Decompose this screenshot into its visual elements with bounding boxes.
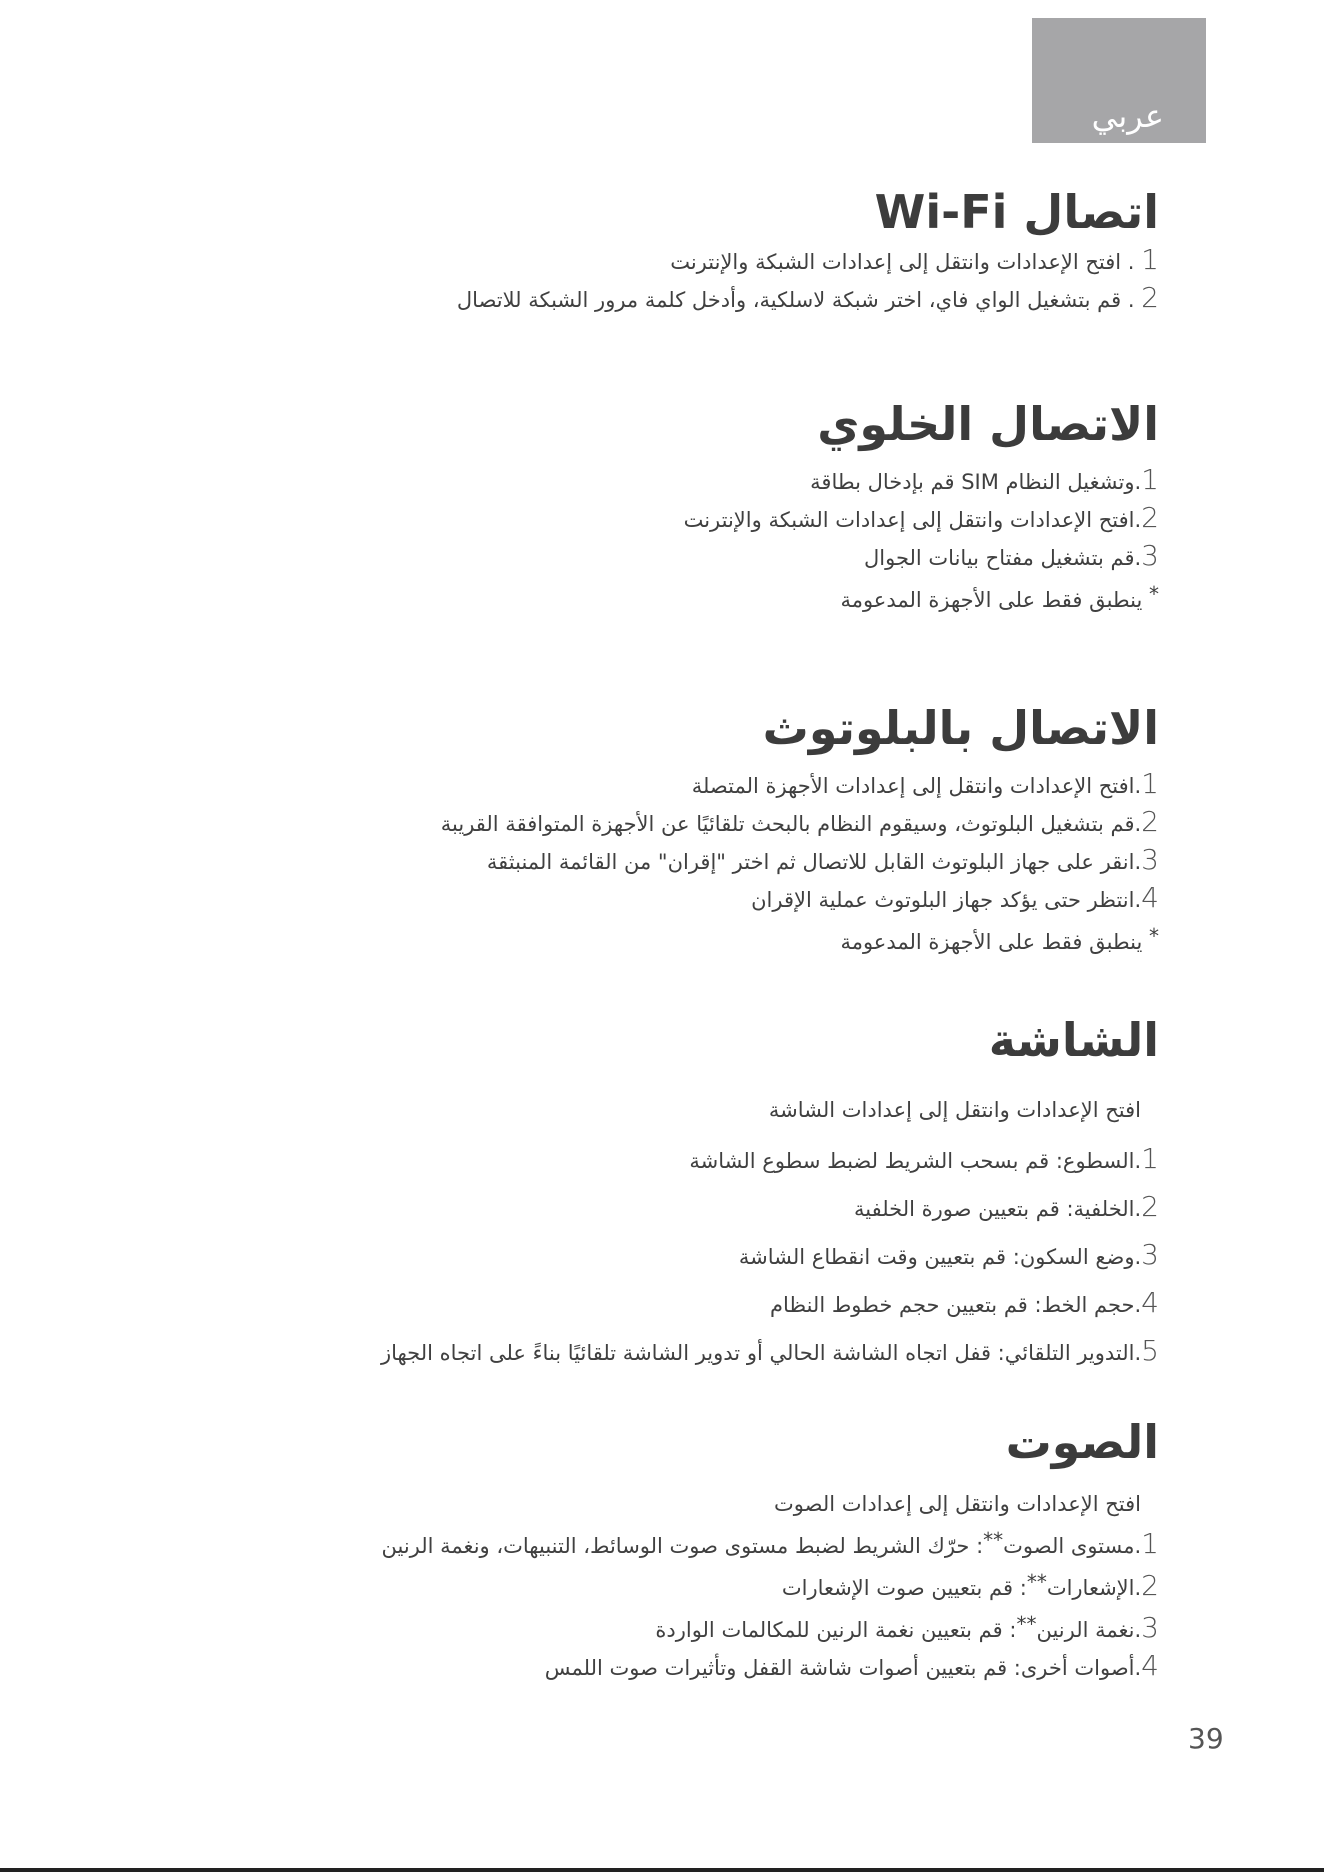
section-bluetooth (299, 698, 1159, 960)
list-item: 4.أصوات أخرى: قم بتعيين أصوات شاشة القفل وتأثيرات صوت اللمس (544, 1649, 1159, 1682)
list-item: 3.قم بتشغيل مفتاح بيانات الجوال (864, 539, 1159, 572)
list-item: 2.قم بتشغيل البلوتوث، وسيقوم النظام بالبحث تلقائيًا عن الأجهزة المتوافقة القريبة (440, 805, 1159, 838)
language-tab (1032, 18, 1206, 143)
section-intro: افتح الإعدادات وانتقل إلى إعدادات الصوت (774, 1492, 1141, 1516)
list-item: 5.التدوير التلقائي: قفل اتجاه الشاشة الحالي أو تدوير الشاشة تلقائيًا بناءً على اتجاه الجهاز (380, 1334, 1159, 1367)
list-item: 4.حجم الخط: قم بتعيين حجم خطوط النظام (769, 1286, 1159, 1319)
list-item: 3.انقر على جهاز البلوتوث القابل للاتصال ثم اختر "إقران" من القائمة المنبثقة (486, 843, 1159, 876)
section-title-bluetooth: الاتصال بالبلوتوث (762, 701, 1159, 755)
section-cellular (299, 394, 1159, 618)
bottom-rule (0, 1868, 1324, 1872)
section-title-display: الشاشة (988, 1013, 1159, 1067)
section-sound (299, 1412, 1159, 1686)
note: * ينطبق فقط على الأجهزة المدعومة (840, 924, 1159, 954)
section-title-sound: الصوت (1005, 1415, 1159, 1469)
list-item: 1.مستوى الصوت**: حرّك الشريط لضبط مستوى صوت الوسائط، التنبيهات، ونغمة الرنين (381, 1527, 1159, 1560)
section-title-cellular: الاتصال الخلوي (817, 397, 1159, 451)
list-item: 2.الخلفية: قم بتعيين صورة الخلفية (853, 1190, 1159, 1223)
list-item: 2.افتح الإعدادات وانتقل إلى إعدادات الشبكة والإنترنت (683, 501, 1159, 534)
section-title-wifi: اتصال Wi-Fi (874, 185, 1159, 239)
note: * ينطبق فقط على الأجهزة المدعومة (840, 582, 1159, 612)
list-item: 1.السطوع: قم بسحب الشريط لضبط سطوع الشاشة (689, 1142, 1159, 1175)
list-item: 3.وضع السكون: قم بتعيين وقت انقطاع الشاشة (738, 1238, 1159, 1271)
list-item: 2.الإشعارات**: قم بتعيين صوت الإشعارات (781, 1569, 1159, 1602)
list-item: 4.انتظر حتى يؤكد جهاز البلوتوث عملية الإقران (751, 881, 1159, 914)
section-wifi (299, 182, 1159, 318)
list-item: 1 . افتح الإعدادات وانتقل إلى إعدادات الشبكة والإنترنت (670, 243, 1159, 276)
list-item: 3.نغمة الرنين**: قم بتعيين نغمة الرنين للمكالمات الواردة (655, 1611, 1159, 1644)
language-tab-label: عربي (1091, 97, 1164, 135)
section-intro: افتح الإعدادات وانتقل إلى إعدادات الشاشة (768, 1098, 1141, 1122)
list-item: 2 . قم بتشغيل الواي فاي، اختر شبكة لاسلكية، وأدخل كلمة مرور الشبكة للاتصال (456, 281, 1159, 314)
page-number: 39 (1188, 1722, 1224, 1755)
list-item: 1.افتح الإعدادات وانتقل إلى إعدادات الأجهزة المتصلة (691, 767, 1159, 800)
section-display (299, 1010, 1159, 1376)
list-item: 1.وتشغيل النظام SIM قم بإدخال بطاقة (810, 463, 1159, 496)
